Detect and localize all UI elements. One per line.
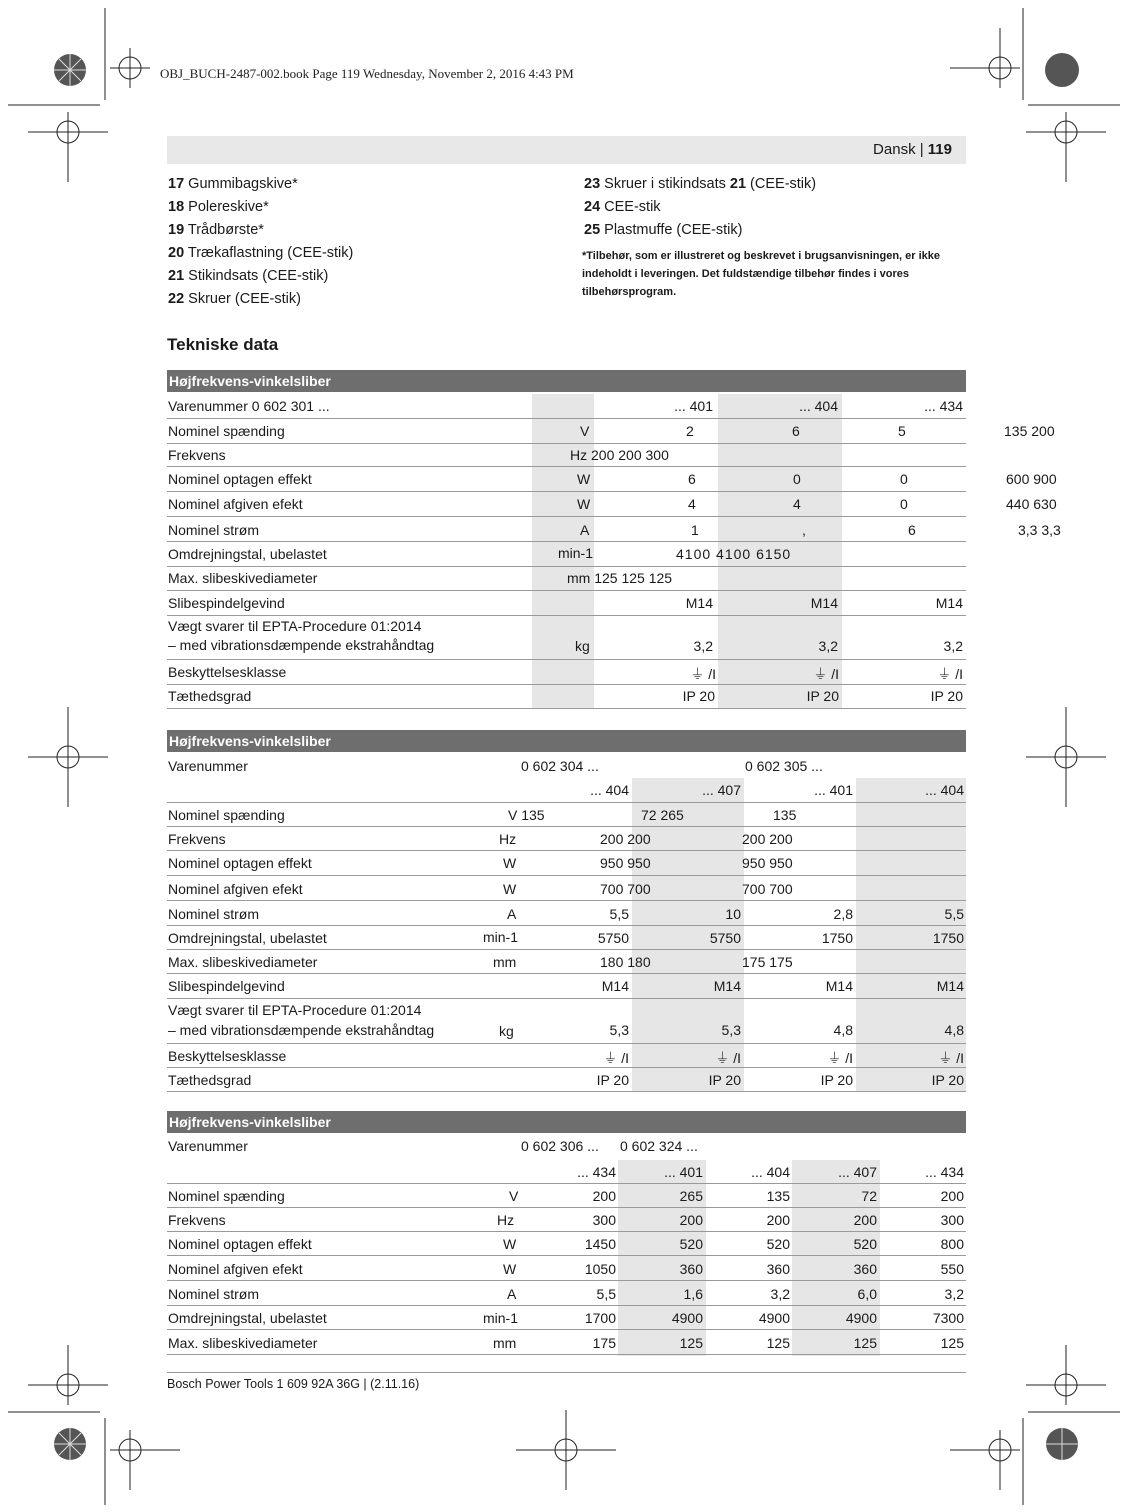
table-row: Slibespindelgevind M14 M14 M14 M14 xyxy=(167,974,966,999)
table-cell: 6,0 xyxy=(857,1286,877,1302)
page-number: 119 xyxy=(927,141,952,158)
table-cell: 200 xyxy=(766,1212,790,1228)
table-row: Nominel afgiven efekt W 4 4 0 xyxy=(167,492,966,517)
row-label: Max. slibeskivediameter xyxy=(168,1335,318,1351)
table-cell: 200 xyxy=(592,1188,616,1204)
table-cell: 200 xyxy=(940,1188,964,1204)
row-unit: W xyxy=(503,1261,517,1277)
table-row: Frekvens Hz 200 200 200 200 xyxy=(167,827,966,851)
row-unit: A xyxy=(507,1286,517,1302)
table-row: Nominel spænding V 2 6 5 xyxy=(167,419,966,444)
row-label: Omdrejningstal, ubelastet xyxy=(168,1310,327,1326)
table-row: Nominel spænding V 135 72 265 135 xyxy=(167,803,966,827)
table-row: Max. slibeskivediameter mm 125 125 125 xyxy=(167,567,966,591)
table-cell: 1,6 xyxy=(683,1286,703,1302)
table-row: Tæthedsgrad IP 20 IP 20 IP 20 xyxy=(167,685,966,709)
table-cell: 520 xyxy=(766,1236,790,1252)
ground-icon: ⏚ xyxy=(938,1050,957,1066)
list-item: 25 Plastmuffe (CEE-stik) xyxy=(584,222,743,238)
table-cell: 800 xyxy=(940,1236,964,1252)
list-item: 24 CEE-stik xyxy=(584,199,661,215)
table-cell: 72 xyxy=(861,1188,877,1204)
list-item: 21 Stikindsats (CEE-stik) xyxy=(168,268,329,284)
table-row: Vægt svarer til EPTA-Procedure 01:2014 – med vibrationsdæmpende ekstrahåndtag kg 5,3 5,3 4,8 4,8 xyxy=(167,999,966,1044)
list-item: 20 Trækaflastning (CEE-stik) xyxy=(168,245,354,261)
table-cell: 300 xyxy=(592,1212,616,1228)
table-cell: 265 xyxy=(679,1188,703,1204)
ground-icon: ⏚ xyxy=(827,1050,846,1066)
table-cell: 360 xyxy=(766,1261,790,1277)
overflow-value: 135 200 xyxy=(1004,423,1055,439)
table-cell: 7300 xyxy=(932,1310,964,1326)
row-unit: W xyxy=(503,1236,517,1252)
table-row: Beskyttelsesklasse ⏚ /I ⏚ /I ⏚ /I xyxy=(167,660,966,685)
page-footer: Bosch Power Tools 1 609 92A 36G | (2.11.16) xyxy=(167,1377,420,1391)
table-row: Slibespindelgevind M14 M14 M14 xyxy=(167,591,966,616)
table-row xyxy=(167,1282,966,1306)
overflow-value: 3,3 3,3 xyxy=(1018,522,1061,538)
table-row: Omdrejningstal, ubelastet min-1 4100 4100 6150 xyxy=(167,542,966,567)
language-label: Dansk | xyxy=(873,141,928,158)
table-row: Nominel strøm A 5,5 10 2,8 5,5 xyxy=(167,901,966,926)
list-item: 18 Polereskive* xyxy=(168,199,269,215)
table-row: Beskyttelsesklasse ⏚ /I ⏚ /I ⏚ /I ⏚ /I xyxy=(167,1044,966,1068)
table-row: Frekvens Hz 200 200 300 xyxy=(167,444,966,467)
parts-list-left xyxy=(168,173,353,311)
table-row xyxy=(167,1257,966,1281)
ground-icon: ⏚ xyxy=(603,1050,622,1066)
header-bar xyxy=(167,136,966,164)
overflow-value: 600 900 xyxy=(1006,471,1057,487)
section-title: Tekniske data xyxy=(167,335,279,354)
table-row xyxy=(167,1184,966,1208)
table-row: Max. slibeskivediameter mm 180 180 175 175 xyxy=(167,950,966,974)
row-label: Nominel afgiven efekt xyxy=(168,1261,303,1277)
list-item: 22 Skruer (CEE-stik) xyxy=(168,291,301,307)
table-row: Varenummer 0 602 304 ... 0 602 305 ... xyxy=(168,758,823,774)
table-row: Omdrejningstal, ubelastet min-1 5750 5750 1750 1750 xyxy=(167,926,966,950)
table-cell: 200 xyxy=(853,1212,877,1228)
row-unit: min-1 xyxy=(483,1310,519,1326)
table-cell: 550 xyxy=(940,1261,964,1277)
list-item: 23 Skruer i stikindsats 21 (CEE-stik) xyxy=(584,176,817,192)
table-row: Nominel optagen effekt W 950 950 950 950 xyxy=(167,851,966,876)
table-row: Varenummer 0 602 301 ... ... 401 ... 404 ... 434 xyxy=(167,394,966,419)
page-header xyxy=(873,141,952,158)
table-cell: 520 xyxy=(679,1236,703,1252)
table-row: Nominel afgiven efekt W 700 700 700 700 xyxy=(167,876,966,901)
ground-icon: ⏚ xyxy=(813,666,832,682)
table-row: Tæthedsgrad IP 20 IP 20 IP 20 IP 20 xyxy=(167,1068,966,1092)
row-label: Nominel spænding xyxy=(168,1188,285,1204)
table-row: Nominel strøm A 1 , 6 xyxy=(167,517,966,542)
table-cell: 4900 xyxy=(845,1310,877,1326)
file-slug: OBJ_BUCH-2487-002.book Page 119 Wednesday, November 2, 2016 4:43 PM xyxy=(160,66,574,81)
list-item: 19 Trådbørste* xyxy=(168,222,264,238)
table-cell: 175 xyxy=(592,1335,616,1351)
table-cell: 4900 xyxy=(671,1310,703,1326)
table-cell: 360 xyxy=(853,1261,877,1277)
table-row: ... 404 ... 407 ... 401 ... 404 xyxy=(167,779,966,803)
table-cell: 5,5 xyxy=(596,1286,616,1302)
row-label: Frekvens xyxy=(168,1212,226,1228)
list-item: 17 Gummibagskive* xyxy=(168,176,298,192)
table-cell: 3,2 xyxy=(944,1286,964,1302)
table-1-heading: Højfrekvens-vinkelsliber xyxy=(167,370,966,392)
table-row: Varenummer 0 602 306 ... 0 602 324 ... xyxy=(168,1138,698,1154)
table-row xyxy=(167,1232,966,1256)
table-3-heading: Højfrekvens-vinkelsliber xyxy=(167,1111,966,1133)
table-cell: 125 xyxy=(940,1335,964,1351)
table-cell: 1050 xyxy=(584,1261,616,1277)
table-row: ... 434 ... 401 ... 404 ... 407 ... 434 xyxy=(167,1160,966,1184)
table-row: Vægt svarer til EPTA-Procedure 01:2014 – med vibrationsdæmpende ekstrahåndtag kg 3,2 3,2 3,2 xyxy=(167,616,966,660)
table-cell: 1700 xyxy=(584,1310,616,1326)
ground-icon: ⏚ xyxy=(715,1050,734,1066)
table-cell: 4900 xyxy=(758,1310,790,1326)
table-row xyxy=(167,1208,966,1232)
parts-list-right xyxy=(584,173,816,242)
row-unit: mm xyxy=(493,1335,517,1351)
table-cell: 125 xyxy=(679,1335,703,1351)
table-row xyxy=(167,1331,966,1355)
table-cell: 1450 xyxy=(584,1236,616,1252)
table-cell: 300 xyxy=(940,1212,964,1228)
table-cell: 520 xyxy=(853,1236,877,1252)
table-row xyxy=(167,1306,966,1330)
ground-icon: ⏚ xyxy=(690,666,709,682)
table-cell: 360 xyxy=(679,1261,703,1277)
table-cell: 125 xyxy=(853,1335,877,1351)
row-unit: Hz xyxy=(497,1212,515,1228)
table-cell: 125 xyxy=(766,1335,790,1351)
accessory-note: *Tilbehør, som er illustreret og beskrevet i brugsanvisningen, er ikke indeholdt i leveringen. Det fuldstændige tilbehør findes i vores tilbehørsprogram. xyxy=(582,250,941,298)
row-label: Nominel strøm xyxy=(168,1286,260,1302)
ground-icon: ⏚ xyxy=(937,666,956,682)
table-row: Nominel optagen effekt W 6 0 0 xyxy=(167,467,966,492)
table-2-heading: Højfrekvens-vinkelsliber xyxy=(167,730,966,752)
footer-rule xyxy=(167,1372,966,1373)
row-label: Nominel optagen effekt xyxy=(168,1236,312,1252)
table-cell: 200 xyxy=(679,1212,703,1228)
table-cell: 135 xyxy=(766,1188,790,1204)
overflow-value: 440 630 xyxy=(1006,496,1057,512)
table-cell: 3,2 xyxy=(770,1286,790,1302)
row-unit: V xyxy=(509,1188,519,1204)
